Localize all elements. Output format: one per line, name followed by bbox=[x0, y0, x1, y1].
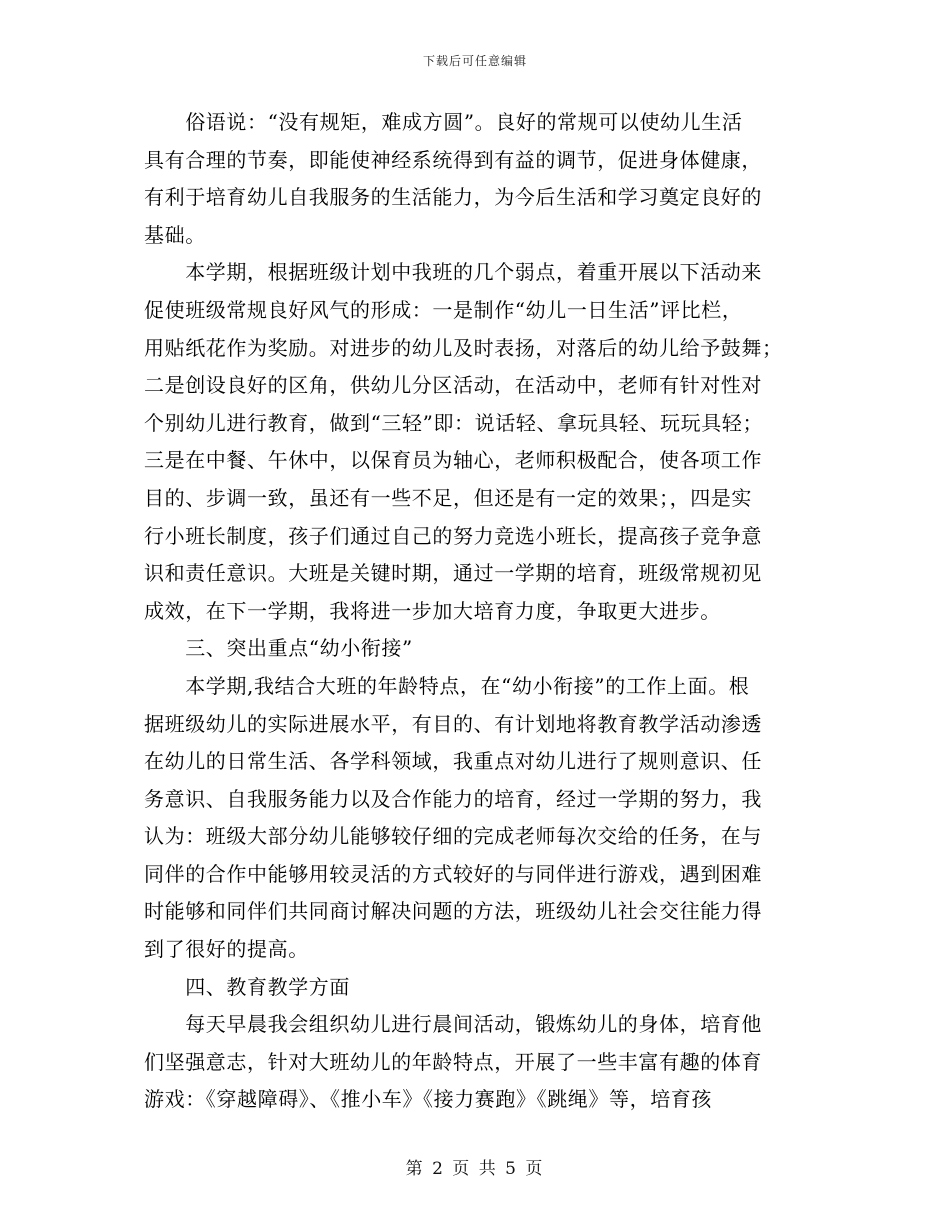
text-line: 二是创设良好的区角，供幼儿分区活动，在活动中，老师有针对性对 bbox=[144, 373, 762, 398]
text-line: 到了很好的提高。 bbox=[144, 937, 309, 962]
text-line: 具有合理的节奏，即能使神经系统得到有益的调节，促进身体健康， bbox=[144, 147, 762, 172]
text-line: 游戏：《穿越障碍》、《推小车》《接力赛跑》《跳绳》等，培育孩 bbox=[144, 1087, 712, 1112]
page-header-note: 下载后可任意编辑 bbox=[422, 54, 527, 68]
section-heading: 四、教育教学方面 bbox=[144, 974, 350, 999]
text-line: 据班级幼儿的实际进展水平，有目的、有计划地将教育教学活动渗透 bbox=[144, 711, 762, 736]
text-line: 识和责任意识。大班是关键时期，通过一学期的培育，班级常规初见 bbox=[144, 561, 762, 586]
page-number-footer: 第 2 页 共 5 页 bbox=[405, 1159, 545, 1179]
text-line: 认为：班级大部分幼儿能够较仔细的完成老师每次交给的任务，在与 bbox=[144, 824, 762, 849]
text-line: 在幼儿的日常生活、各学科领域，我重点对幼儿进行了规则意识、任 bbox=[144, 749, 762, 774]
text-line: 俗语说：“没有规矩，难成方圆”。良好的常规可以使幼儿生活 bbox=[144, 110, 743, 134]
text-line: 三是在中餐、午休中，以保育员为轴心，老师积极配合，使各项工作 bbox=[144, 448, 762, 473]
document-body bbox=[144, 104, 808, 1119]
text-line: 同伴的合作中能够用较灵活的方式较好的与同伴进行游戏，遇到困难 bbox=[144, 861, 762, 886]
text-line: 每天早晨我会组织幼儿进行晨间活动，锻炼幼儿的身体，培育他 bbox=[144, 1012, 762, 1037]
text-line: 成效，在下一学期，我将进一步加大培育力度，争取更大进步。 bbox=[144, 598, 721, 623]
text-line: 务意识、自我服务能力以及合作能力的培育，经过一学期的努力，我 bbox=[144, 786, 762, 811]
text-line: 促使班级常规良好风气的形成：一是制作“幼儿一日生活”评比栏， bbox=[144, 297, 743, 322]
text-line: 行小班长制度，孩子们通过自己的努力竞选小班长，提高孩子竞争意 bbox=[144, 523, 762, 548]
text-line: 有利于培育幼儿自我服务的生活能力，为今后生活和学习奠定良好的 bbox=[144, 185, 762, 210]
text-line: 本学期,我结合大班的年龄特点，在“幼小衔接”的工作上面。根 bbox=[144, 673, 750, 698]
text-line: 目的、步调一致，虽还有一些不足，但还是有一定的效果；，四是实 bbox=[144, 485, 752, 510]
text-line: 本学期，根据班级计划中我班的几个弱点，着重开展以下活动来 bbox=[144, 260, 762, 285]
text-line: 时能够和同伴们共同商讨解决问题的方法，班级幼儿社会交往能力得 bbox=[144, 899, 762, 924]
text-line: 个别幼儿进行教育，做到“三轻”即：说话轻、拿玩具轻、玩玩具轻； bbox=[144, 410, 764, 435]
text-line: 用贴纸花作为奖励。对进步的幼儿及时表扬，对落后的幼儿给予鼓舞； bbox=[144, 335, 783, 360]
text-line: 们坚强意志，针对大班幼儿的年龄特点，开展了一些丰富有趣的体育 bbox=[144, 1049, 762, 1074]
section-heading: 三、突出重点“幼小衔接” bbox=[144, 636, 413, 661]
text-line: 基础。 bbox=[144, 222, 206, 247]
